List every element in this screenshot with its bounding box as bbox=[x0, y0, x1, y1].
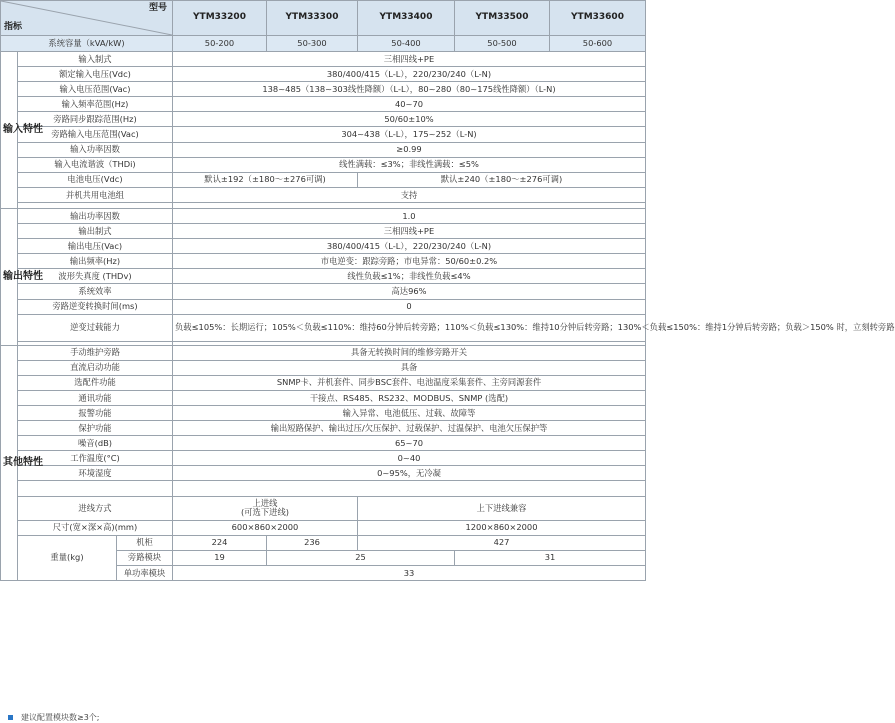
row-label: 输出频率(Hz) bbox=[18, 254, 173, 269]
cell-value: 224 bbox=[173, 535, 267, 550]
cell-value: 1.0 bbox=[173, 208, 646, 223]
row-label: 系统效率 bbox=[18, 284, 173, 299]
footnote-text: 建议配置模块数≥3个; bbox=[21, 713, 100, 722]
footnote bbox=[8, 712, 100, 723]
cell-value: 上下进线兼容 bbox=[358, 496, 646, 520]
table-row bbox=[1, 360, 646, 375]
row-label: 直流启动功能 bbox=[18, 360, 173, 375]
model-header: 型号 bbox=[148, 3, 167, 13]
table-row bbox=[1, 314, 646, 341]
cell-value: 380/400/415（L-L），220/230/240（L-N) bbox=[173, 67, 646, 82]
table-row bbox=[1, 254, 646, 269]
row-label: 噪音(dB) bbox=[18, 436, 173, 451]
cell-value: 19 bbox=[173, 550, 267, 565]
cell-value: 线性满载：≤3%；非线性满载：≤5% bbox=[173, 157, 646, 172]
diagonal-divider bbox=[1, 1, 172, 35]
cell-value: 0~40 bbox=[173, 451, 646, 466]
group-label-output: 输出特性 bbox=[1, 208, 18, 345]
row-label: 输入制式 bbox=[18, 52, 173, 67]
cell-value: 50-300 bbox=[267, 36, 358, 52]
cell-value: 输入异常、电池低压、过载、故障等 bbox=[173, 405, 646, 420]
row-label: 输出功率因数 bbox=[18, 208, 173, 223]
row-label: 尺寸(宽×深×高)(mm) bbox=[18, 520, 173, 535]
table-row bbox=[1, 224, 646, 239]
row-label: 工作温度(°C) bbox=[18, 451, 173, 466]
cell-value: 具备无转换时间的维修旁路开关 bbox=[173, 345, 646, 360]
table-row bbox=[1, 172, 646, 187]
bullet-square-icon bbox=[8, 715, 13, 720]
cell-value: SNMP卡、并机套件、同步BSC套件、电池温度采集套件、主旁同源套件 bbox=[173, 375, 646, 390]
table-row bbox=[1, 208, 646, 223]
table-row bbox=[1, 535, 646, 550]
cell-value: 50-600 bbox=[550, 36, 646, 52]
row-label: 电池电压(Vdc) bbox=[18, 172, 173, 187]
cell-value: 40~70 bbox=[173, 97, 646, 112]
cell-value: 默认±240（±180～±276可调) bbox=[358, 172, 646, 187]
cell-value: 600×860×2000 bbox=[173, 520, 358, 535]
model-column-header: YTM33200 bbox=[173, 1, 267, 36]
row-label: 输入频率范围(Hz) bbox=[18, 97, 173, 112]
table-row bbox=[1, 284, 646, 299]
table-row bbox=[1, 127, 646, 142]
row-label: 重量(kg) bbox=[18, 535, 117, 580]
table-row bbox=[1, 375, 646, 390]
header-row bbox=[1, 1, 646, 36]
cabling-line-2: (可选下进线) bbox=[241, 507, 289, 518]
table-row bbox=[1, 345, 646, 360]
model-column-header: YTM33500 bbox=[455, 1, 550, 36]
cell-value: 380/400/415（L-L），220/230/240（L-N) bbox=[173, 239, 646, 254]
cell-value: 1200×860×2000 bbox=[358, 520, 646, 535]
table-row bbox=[1, 269, 646, 284]
cell-value: 线性负载≤1%；非线性负载≤4% bbox=[173, 269, 646, 284]
cell-value: 31 bbox=[455, 550, 646, 565]
row-label: 进线方式 bbox=[18, 496, 173, 520]
row-label: 通讯功能 bbox=[18, 390, 173, 405]
row-label bbox=[18, 481, 173, 496]
cell-value: 三相四线+PE bbox=[173, 224, 646, 239]
row-label: 报警功能 bbox=[18, 405, 173, 420]
cell-value bbox=[173, 481, 646, 496]
cell-value: 65~70 bbox=[173, 436, 646, 451]
cell-value: 具备 bbox=[173, 360, 646, 375]
model-column-header: YTM33600 bbox=[550, 1, 646, 36]
row-label: 输入电压范围(Vac) bbox=[18, 82, 173, 97]
table-row bbox=[1, 52, 646, 67]
sub-label: 旁路模块 bbox=[117, 550, 173, 565]
table-row bbox=[1, 299, 646, 314]
cell-value: 默认±192（±180～±276可调) bbox=[173, 172, 358, 187]
model-column-header: YTM33300 bbox=[267, 1, 358, 36]
row-label: 旁路输入电压范围(Vac) bbox=[18, 127, 173, 142]
row-label: 输入功率因数 bbox=[18, 142, 173, 157]
cell-value: 33 bbox=[173, 565, 646, 580]
table-row bbox=[1, 67, 646, 82]
table-row bbox=[1, 82, 646, 97]
row-label: 选配件功能 bbox=[18, 375, 173, 390]
table-row bbox=[1, 436, 646, 451]
indicator-header: 指标 bbox=[4, 21, 23, 32]
table-row bbox=[1, 520, 646, 535]
cell-value: 427 bbox=[358, 535, 646, 550]
table-row bbox=[1, 112, 646, 127]
cell-value: 负载≤105%：长期运行；105%＜负载≤110%：维持60分钟后转旁路；110%＜负载≤130%：维持10分钟后转旁路；130%＜负载≤150%：维持1分钟后转旁路；负载＞150% 时，立刻转旁路 bbox=[173, 314, 646, 341]
cell-value bbox=[173, 496, 358, 520]
table-row bbox=[1, 421, 646, 436]
group-label-other: 其他特性 bbox=[1, 345, 18, 580]
table-row bbox=[1, 390, 646, 405]
table-row bbox=[1, 157, 646, 172]
row-label: 输出电压(Vac) bbox=[18, 239, 173, 254]
table-row bbox=[1, 187, 646, 202]
capacity-row bbox=[1, 36, 646, 52]
cell-value: 50-400 bbox=[358, 36, 455, 52]
row-label: 手动维护旁路 bbox=[18, 345, 173, 360]
row-label: 环境湿度 bbox=[18, 466, 173, 481]
table-row bbox=[1, 496, 646, 520]
corner-cell bbox=[1, 1, 173, 36]
cell-value: 支持 bbox=[173, 187, 646, 202]
group-label-input: 输入特性 bbox=[1, 52, 18, 209]
sub-label: 单功率模块 bbox=[117, 565, 173, 580]
cell-value: 市电逆变：跟踪旁路；市电异常：50/60±0.2% bbox=[173, 254, 646, 269]
cell-value: 输出短路保护、输出过压/欠压保护、过载保护、过温保护、电池欠压保护等 bbox=[173, 421, 646, 436]
model-column-header: YTM33400 bbox=[358, 1, 455, 36]
cell-value: 25 bbox=[267, 550, 455, 565]
row-label: 系统容量（kVA/kW) bbox=[1, 36, 173, 52]
cell-value: 50-500 bbox=[455, 36, 550, 52]
cell-value: 236 bbox=[267, 535, 358, 550]
table-row bbox=[1, 466, 646, 481]
row-label: 并机共用电池组 bbox=[18, 187, 173, 202]
cell-value: 干接点、RS485、RS232、MODBUS、SNMP (选配) bbox=[173, 390, 646, 405]
row-label: 波形失真度 (THDv) bbox=[18, 269, 173, 284]
row-label: 保护功能 bbox=[18, 421, 173, 436]
table-row bbox=[1, 451, 646, 466]
table-row bbox=[1, 239, 646, 254]
cabling-line-1: 上进线 bbox=[252, 498, 278, 509]
cell-value: 0~95%，无冷凝 bbox=[173, 466, 646, 481]
cell-value: 高达96% bbox=[173, 284, 646, 299]
cell-value: 50/60±10% bbox=[173, 112, 646, 127]
row-label: 旁路同步跟踪范围(Hz) bbox=[18, 112, 173, 127]
cell-value: ≥0.99 bbox=[173, 142, 646, 157]
row-label: 额定输入电压(Vdc) bbox=[18, 67, 173, 82]
cell-value: 三相四线+PE bbox=[173, 52, 646, 67]
row-label: 旁路逆变转换时间(ms) bbox=[18, 299, 173, 314]
cell-value: 138~485（138~303线性降额）（L-L），80~280（80~175线性降额）（L-N) bbox=[173, 82, 646, 97]
table-row bbox=[1, 405, 646, 420]
cell-value: 0 bbox=[173, 299, 646, 314]
table-row bbox=[1, 97, 646, 112]
row-label: 输入电流谐波（THDi) bbox=[18, 157, 173, 172]
row-label: 逆变过载能力 bbox=[18, 314, 173, 341]
table-row bbox=[1, 481, 646, 496]
cell-value: 50-200 bbox=[173, 36, 267, 52]
table-row bbox=[1, 142, 646, 157]
cell-value: 304~438（L-L），175~252（L-N) bbox=[173, 127, 646, 142]
row-label: 输出制式 bbox=[18, 224, 173, 239]
sub-label: 机柜 bbox=[117, 535, 173, 550]
